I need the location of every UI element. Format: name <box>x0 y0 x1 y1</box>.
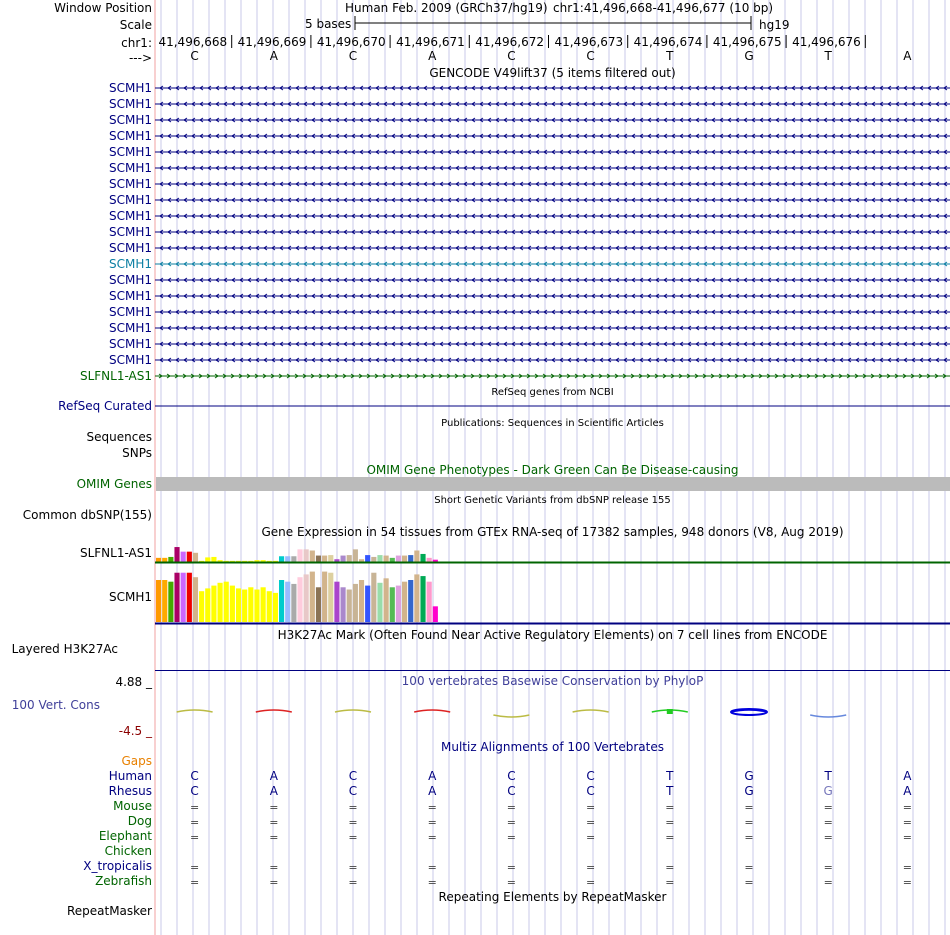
alignment-base: C <box>586 769 595 783</box>
gtex-bar-slfnl1[interactable] <box>285 556 290 562</box>
ruler-position-label: 41,496,674 <box>633 35 703 49</box>
phylop-value[interactable] <box>493 715 529 717</box>
gtex-bar-scmh1[interactable] <box>187 573 192 622</box>
gtex-bar-scmh1[interactable] <box>304 574 309 622</box>
alignment-match: = <box>665 816 675 829</box>
gtex-bar-slfnl1[interactable] <box>279 556 284 562</box>
scale-db: hg19 <box>759 18 790 32</box>
sequences-label[interactable]: Sequences <box>86 430 152 444</box>
ruler-position-label: 41,496,675 <box>712 35 782 49</box>
phylop-value[interactable] <box>256 710 292 712</box>
alignment-match: = <box>902 801 912 814</box>
vert-cons-label[interactable]: 100 Vert. Cons <box>11 698 100 712</box>
refseq-label[interactable]: RefSeq Curated <box>58 399 152 413</box>
gene-label[interactable]: SCMH1 <box>108 193 152 207</box>
gene-label[interactable]: SCMH1 <box>108 305 152 319</box>
gtex-bar-scmh1[interactable] <box>365 586 370 622</box>
gene-label[interactable]: SCMH1 <box>108 321 152 335</box>
gtex-bar-slfnl1[interactable] <box>427 558 432 562</box>
gtex-bar-scmh1[interactable] <box>341 587 346 622</box>
gene-label[interactable]: SCMH1 <box>108 145 152 159</box>
gtex-bar-scmh1[interactable] <box>310 572 315 622</box>
alignment-base: C <box>190 784 199 798</box>
alignment-base: G <box>744 769 754 783</box>
alignment-match: = <box>427 801 437 814</box>
gtex-bar-slfnl1[interactable] <box>328 555 333 562</box>
alignment-base: A <box>903 784 912 798</box>
alignment-match: = <box>902 861 912 874</box>
gtex-bar-scmh1[interactable] <box>156 580 161 622</box>
alignment-match: = <box>585 816 596 829</box>
scale-bases: 5 bases <box>305 17 352 31</box>
omim-title[interactable]: OMIM Gene Phenotypes - Dark Green Can Be Disease-causing <box>366 463 739 477</box>
species-label[interactable]: Chicken <box>104 844 152 858</box>
alignment-match: = <box>269 801 279 814</box>
gene-label[interactable]: SCMH1 <box>108 257 152 271</box>
ruler-position-label: 41,496,670 <box>316 35 386 49</box>
gtex-bar-scmh1[interactable] <box>236 588 241 622</box>
omim-gene-bar[interactable] <box>156 477 950 491</box>
gene-label[interactable]: SCMH1 <box>108 161 152 175</box>
alignment-match: = <box>744 816 754 829</box>
alignment-base: A <box>428 784 437 798</box>
gtex-bar-scmh1[interactable] <box>181 573 186 622</box>
gtex-bar-scmh1[interactable] <box>433 606 438 622</box>
ruler-position-label: 41,496,671 <box>396 35 465 49</box>
alignment-match: = <box>665 801 675 814</box>
gtex-bar-scmh1[interactable] <box>390 587 395 622</box>
alignment-match: = <box>823 801 833 814</box>
gtex-bar-scmh1[interactable] <box>230 586 235 622</box>
ruler-position-label: 41,496,676 <box>792 35 861 49</box>
gtex-title[interactable]: Gene Expression in 54 tissues from GTEx RNA-seq of 17382 samples, 948 donors (V8, Aug 2019) <box>261 525 844 539</box>
base-letter: T <box>666 49 674 63</box>
gtex-bar-slfnl1[interactable] <box>156 558 161 562</box>
gtex-bar-scmh1[interactable] <box>322 572 327 622</box>
alignment-match: = <box>823 816 833 829</box>
gtex-bar-slfnl1[interactable] <box>181 552 186 562</box>
alignment-match: = <box>744 801 754 814</box>
gtex-bar-slfnl1[interactable] <box>174 547 179 562</box>
gtex-bar-scmh1[interactable] <box>267 591 272 622</box>
gtex-bar-scmh1[interactable] <box>371 573 376 622</box>
species-label[interactable]: Rhesus <box>108 784 152 798</box>
gtex-bar-scmh1[interactable] <box>218 583 223 622</box>
gtex-bar-slfnl1[interactable] <box>377 555 382 562</box>
gene-label[interactable]: SCMH1 <box>108 241 152 255</box>
multiz-title[interactable]: Multiz Alignments of 100 Vertebrates <box>440 740 665 754</box>
gtex-bar-slfnl1[interactable] <box>420 554 425 562</box>
gtex-bar-scmh1[interactable] <box>420 576 425 622</box>
scale-label: Scale <box>119 18 152 32</box>
species-label[interactable]: Dog <box>127 814 152 828</box>
base-letter: C <box>190 49 199 63</box>
alignment-base: C <box>507 784 516 798</box>
alignment-match: = <box>269 861 279 874</box>
gene-label[interactable]: SCMH1 <box>108 353 152 367</box>
ruler-position-label: 41,496,668 <box>158 35 228 49</box>
gene-label[interactable]: SCMH1 <box>108 209 152 223</box>
omim-label[interactable]: OMIM Genes <box>76 477 152 491</box>
alignment-match: = <box>269 876 279 889</box>
base-letter: C <box>348 49 358 63</box>
alignment-match: = <box>506 801 516 814</box>
alignment-base: T <box>824 769 832 783</box>
common-dbsnp-label[interactable]: Common dbSNP(155) <box>22 508 152 522</box>
gtex-bar-scmh1[interactable] <box>199 591 204 622</box>
dbsnp-title[interactable]: Short Genetic Variants from dbSNP release 155 <box>434 495 671 506</box>
gtex-bar-scmh1[interactable] <box>359 580 364 622</box>
gtex-bar-scmh1[interactable] <box>224 582 229 622</box>
gtex-bar-scmh1[interactable] <box>279 580 284 622</box>
alignment-match: = <box>427 816 437 829</box>
alignment-match: = <box>823 861 833 874</box>
alignment-match: = <box>348 801 358 814</box>
base-letter: C <box>586 49 595 63</box>
gtex-bar-scmh1[interactable] <box>205 588 210 622</box>
base-letter: A <box>269 49 278 63</box>
alignment-base: A <box>903 769 912 783</box>
alignment-match: = <box>665 831 675 844</box>
gtex-bar-slfnl1[interactable] <box>365 555 370 562</box>
gtex-scmh1-label[interactable]: SCMH1 <box>108 590 152 604</box>
ruler-position-label: 41,496,672 <box>475 35 544 49</box>
alignment-base: A <box>428 769 437 783</box>
alignment-match: = <box>823 831 833 844</box>
gtex-bar-scmh1[interactable] <box>334 582 339 622</box>
gtex-bar-slfnl1[interactable] <box>205 557 210 562</box>
gtex-bar-slfnl1[interactable] <box>402 556 407 562</box>
gene-label[interactable]: SCMH1 <box>108 289 152 303</box>
h3k27ac-title[interactable]: H3K27Ac Mark (Often Found Near Active Regulatory Elements) on 7 cell lines from ENCODE <box>277 628 828 642</box>
ruler-position-label: 41,496,669 <box>237 35 307 49</box>
gtex-bar-slfnl1[interactable] <box>211 557 216 562</box>
gtex-bar-slfnl1[interactable] <box>408 555 413 562</box>
alignment-base: A <box>269 784 278 798</box>
gtex-bar-slfnl1[interactable] <box>353 549 358 562</box>
alignment-match: = <box>506 861 516 874</box>
gtex-bar-slfnl1[interactable] <box>162 558 167 562</box>
gtex-bar-slfnl1[interactable] <box>304 549 309 562</box>
phylop-value[interactable] <box>731 709 767 715</box>
alignment-match: = <box>189 816 200 829</box>
gtex-bar-scmh1[interactable] <box>427 582 432 622</box>
gtex-bar-scmh1[interactable] <box>168 582 173 622</box>
base-letter: T <box>824 49 832 63</box>
gtex-bar-slfnl1[interactable] <box>316 556 321 562</box>
alignment-match: = <box>744 876 754 889</box>
phylop-value[interactable] <box>177 710 213 712</box>
gtex-bar-slfnl1[interactable] <box>390 558 395 562</box>
gtex-bar-slfnl1[interactable] <box>396 556 401 562</box>
phylop-value[interactable] <box>573 710 609 712</box>
phylop-title[interactable]: 100 vertebrates Basewise Conservation by PhyloP <box>401 674 704 688</box>
alignment-match: = <box>506 816 516 829</box>
species-label[interactable]: Mouse <box>113 799 152 813</box>
alignment-match: = <box>189 861 200 874</box>
gtex-bar-scmh1[interactable] <box>347 590 352 622</box>
gtex-bar-scmh1[interactable] <box>261 587 266 622</box>
strand-label: ---> <box>128 51 152 65</box>
alignment-match: = <box>189 831 200 844</box>
gtex-bar-scmh1[interactable] <box>297 577 302 622</box>
gtex-bar-scmh1[interactable] <box>211 586 216 622</box>
alignment-base: T <box>666 784 674 798</box>
alignment-match: = <box>585 861 596 874</box>
alignment-match: = <box>427 831 437 844</box>
repeatmasker-label[interactable]: RepeatMasker <box>66 904 152 918</box>
alignment-match: = <box>269 831 279 844</box>
gtex-bar-scmh1[interactable] <box>162 580 167 622</box>
window-position-label: Window Position <box>54 1 152 15</box>
gene-label[interactable]: SCMH1 <box>108 177 152 191</box>
gtex-bar-slfnl1[interactable] <box>347 555 352 562</box>
gtex-bar-slfnl1[interactable] <box>414 551 419 563</box>
alignment-match: = <box>348 876 358 889</box>
alignment-match: = <box>902 816 912 829</box>
gtex-bar-scmh1[interactable] <box>384 578 389 622</box>
gencode-title[interactable]: GENCODE V49lift37 (5 items filtered out) <box>429 66 676 80</box>
gtex-bar-slfnl1[interactable] <box>291 556 296 562</box>
gtex-slfnl1-label[interactable]: SLFNL1-AS1 <box>79 546 152 560</box>
base-letter: C <box>507 49 516 63</box>
gtex-bar-slfnl1[interactable] <box>310 551 315 563</box>
alignment-base: C <box>190 769 199 783</box>
gaps-label: Gaps <box>121 754 152 768</box>
phylop-max-label: 4.88 _ <box>115 675 152 689</box>
alignment-base: G <box>823 784 833 798</box>
phylop-value[interactable] <box>414 710 450 712</box>
gtex-bar-scmh1[interactable] <box>285 582 290 622</box>
alignment-match: = <box>665 861 675 874</box>
gtex-bar-scmh1[interactable] <box>254 590 259 622</box>
alignment-match: = <box>348 816 358 829</box>
gene-label[interactable]: SCMH1 <box>108 113 152 127</box>
alignment-match: = <box>585 801 596 814</box>
gtex-bar-slfnl1[interactable] <box>384 556 389 562</box>
ruler-position-label: 41,496,673 <box>554 35 624 49</box>
gtex-bar-scmh1[interactable] <box>291 584 296 622</box>
alignment-match: = <box>902 831 912 844</box>
alignment-match: = <box>506 831 516 844</box>
gene-label[interactable]: SCMH1 <box>108 225 152 239</box>
snps-label[interactable]: SNPs <box>122 446 152 460</box>
alignment-match: = <box>823 876 833 889</box>
refseq-title[interactable]: RefSeq genes from NCBI <box>491 387 614 398</box>
gtex-bar-slfnl1[interactable] <box>193 553 198 562</box>
gtex-bar-scmh1[interactable] <box>248 587 253 622</box>
gene-label[interactable]: SCMH1 <box>108 273 152 287</box>
alignment-base: C <box>507 769 516 783</box>
gtex-bar-scmh1[interactable] <box>273 593 278 622</box>
alignment-match: = <box>744 861 754 874</box>
gtex-bar-scmh1[interactable] <box>316 587 321 622</box>
alignment-base: A <box>269 769 278 783</box>
gtex-bar-slfnl1[interactable] <box>371 557 376 562</box>
species-label[interactable]: Human <box>108 769 152 783</box>
base-letter: G <box>744 49 754 63</box>
gtex-bar-scmh1[interactable] <box>193 577 198 622</box>
alignment-match: = <box>902 876 912 889</box>
alignment-base: C <box>348 784 358 798</box>
gtex-bar-slfnl1[interactable] <box>168 557 173 562</box>
gene-label[interactable]: SLFNL1-AS1 <box>79 369 152 383</box>
gtex-bar-scmh1[interactable] <box>328 573 333 622</box>
alignment-match: = <box>506 876 516 889</box>
base-letter: A <box>903 49 912 63</box>
alignment-match: = <box>585 876 596 889</box>
gtex-bar-scmh1[interactable] <box>408 580 413 622</box>
species-label[interactable]: X_tropicalis <box>83 859 152 873</box>
chromosome-label: chr1: <box>121 36 152 50</box>
gtex-bar-slfnl1[interactable] <box>187 552 192 562</box>
alignment-match: = <box>348 831 358 844</box>
assembly-title: Human Feb. 2009 (GRCh37/hg19) <box>345 1 548 15</box>
phylop-min-label: -4.5 _ <box>118 724 152 738</box>
repeat-title[interactable]: Repeating Elements by RepeatMasker <box>438 890 667 904</box>
alignment-base: G <box>744 784 754 798</box>
gtex-bar-scmh1[interactable] <box>396 586 401 622</box>
gtex-bar-scmh1[interactable] <box>402 582 407 622</box>
gtex-bar-scmh1[interactable] <box>414 574 419 622</box>
gene-label[interactable]: SCMH1 <box>108 97 152 111</box>
gtex-bar-scmh1[interactable] <box>353 584 358 622</box>
alignment-match: = <box>189 801 200 814</box>
gtex-bar-slfnl1[interactable] <box>322 556 327 562</box>
gene-label[interactable]: SCMH1 <box>108 129 152 143</box>
position-title: chr1:41,496,668-41,496,677 (10 bp) <box>553 1 774 15</box>
gtex-bar-scmh1[interactable] <box>174 573 179 622</box>
alignment-match: = <box>585 831 596 844</box>
gtex-bar-slfnl1[interactable] <box>297 549 302 562</box>
alignment-match: = <box>665 876 675 889</box>
phylop-value[interactable] <box>667 709 673 714</box>
alignment-match: = <box>348 861 358 874</box>
gtex-bar-scmh1[interactable] <box>377 583 382 622</box>
layered-h3k27ac-label[interactable]: Layered H3K27Ac <box>11 642 118 656</box>
alignment-match: = <box>744 831 754 844</box>
alignment-base: C <box>586 784 595 798</box>
species-label[interactable]: Elephant <box>98 829 152 843</box>
alignment-match: = <box>189 876 200 889</box>
alignment-base: C <box>348 769 358 783</box>
gtex-bar-slfnl1[interactable] <box>341 556 346 562</box>
species-label[interactable]: Zebrafish <box>95 874 152 888</box>
gtex-bar-scmh1[interactable] <box>242 590 247 622</box>
alignment-match: = <box>427 861 437 874</box>
publications-title[interactable]: Publications: Sequences in Scientific Articles <box>441 418 664 429</box>
gene-label[interactable]: SCMH1 <box>108 337 152 351</box>
alignment-match: = <box>427 876 437 889</box>
alignment-match: = <box>269 816 279 829</box>
gene-label[interactable]: SCMH1 <box>108 81 152 95</box>
base-letter: A <box>428 49 437 63</box>
phylop-value[interactable] <box>810 715 846 717</box>
alignment-base: T <box>666 769 674 783</box>
